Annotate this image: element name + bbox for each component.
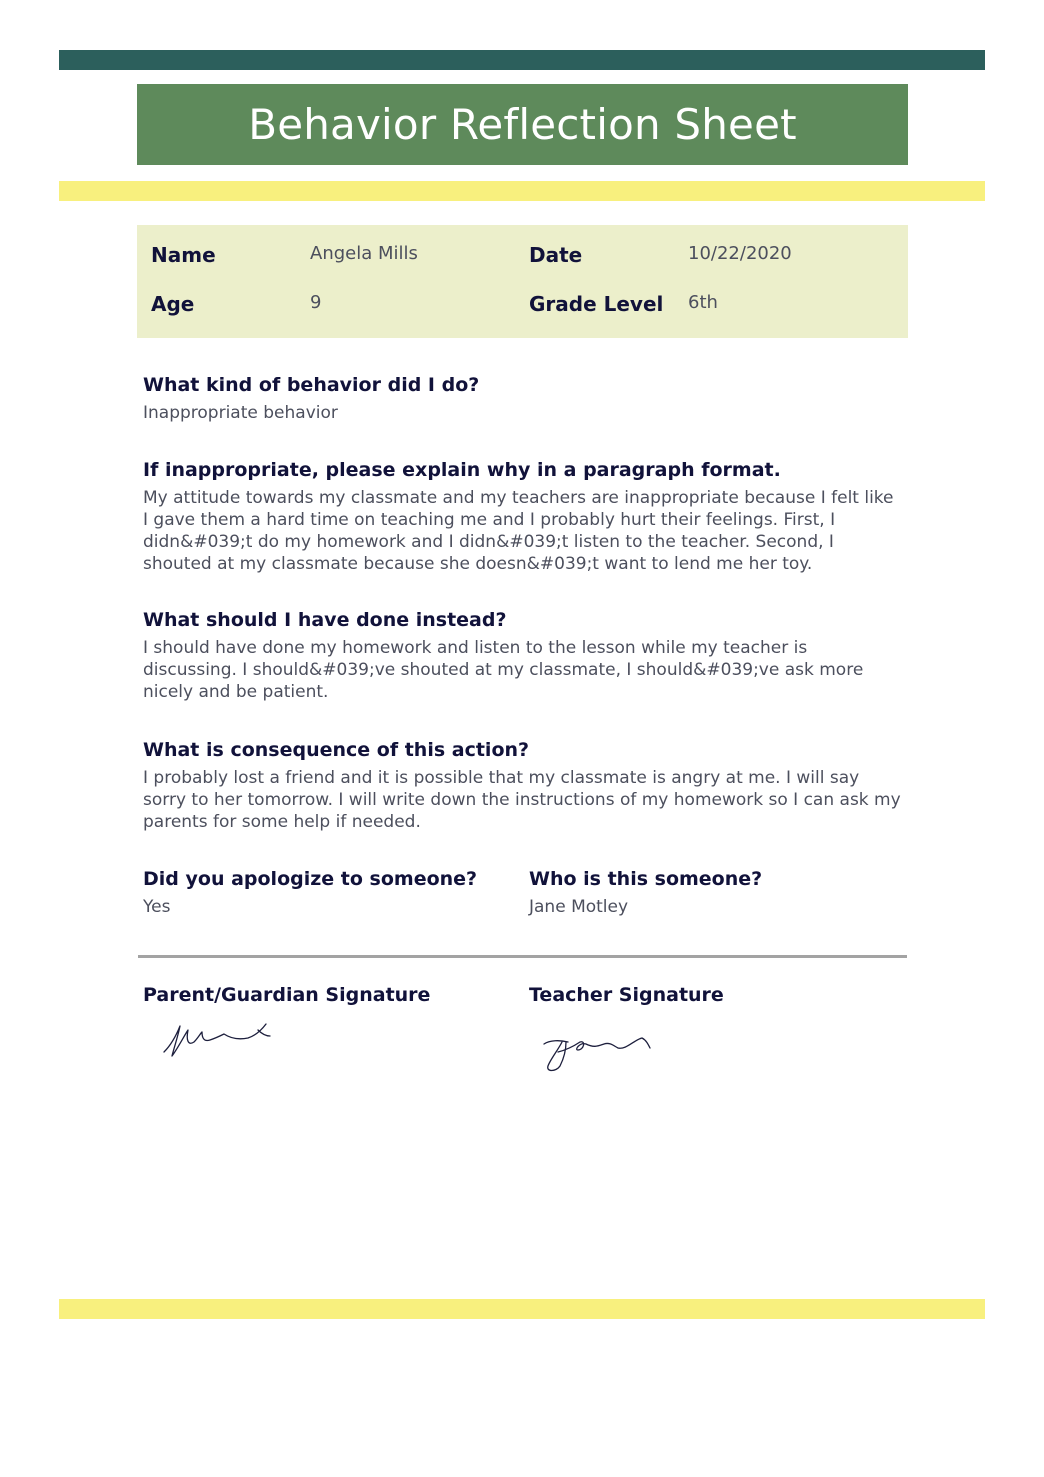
teacher-signature — [540, 1028, 660, 1076]
top-decorative-bar — [59, 50, 985, 70]
recipient-answer: Jane Motley — [529, 897, 629, 917]
explanation-question: If inappropriate, please explain why in a paragraph format. — [143, 459, 781, 481]
student-info-panel — [137, 225, 908, 338]
behavior-answer: Inappropriate behavior — [143, 403, 338, 423]
parent-signature-label: Parent/Guardian Signature — [143, 984, 431, 1006]
recipient-question: Who is this someone? — [529, 868, 763, 890]
date-value: 10/22/2020 — [688, 243, 792, 264]
parent-signature — [158, 1018, 278, 1062]
behavior-section — [143, 372, 903, 424]
age-value: 9 — [310, 292, 322, 313]
grade-level-label: Grade Level — [529, 292, 664, 316]
consequence-question: What is consequence of this action? — [143, 739, 530, 761]
explanation-section — [143, 457, 903, 575]
behavior-question: What kind of behavior did I do? — [143, 374, 480, 396]
page-title: Behavior Reflection Sheet — [248, 100, 797, 149]
consequence-section — [143, 737, 903, 833]
title-banner — [137, 84, 908, 165]
date-label: Date — [529, 243, 583, 267]
age-label: Age — [151, 292, 195, 316]
instead-question: What should I have done instead? — [143, 609, 507, 631]
apology-answer: Yes — [143, 897, 171, 917]
name-label: Name — [151, 243, 216, 267]
apology-recipient-section — [529, 866, 899, 918]
apology-question: Did you apologize to someone? — [143, 868, 478, 890]
explanation-answer: My attitude towards my classmate and my teachers are inappropriate because I felt like I gave them a hard time on teaching me and I probably hurt their feelings. First, I didn&#039;t do my homework and I didn&#039;t listen to the teacher. Second, I shouted at my classmate because she doesn&#039;t want to lend me her toy. — [143, 488, 894, 574]
apology-section — [143, 866, 513, 918]
name-value: Angela Mills — [310, 243, 418, 264]
consequence-answer: I probably lost a friend and it is possible that my classmate is angry at me. I will say sorry to her tomorrow. I will write down the instructions of my homework so I can ask my parents for some help if needed. — [143, 768, 901, 832]
instead-answer: I should have done my homework and listen to the lesson while my teacher is discussing. I should&#039;ve shouted at my classmate, I should&#039;ve ask more nicely and be patient. — [143, 638, 864, 702]
grade-level-value: 6th — [688, 292, 718, 313]
section-divider — [138, 955, 907, 958]
yellow-divider-bar — [59, 181, 985, 201]
teacher-signature-label: Teacher Signature — [529, 984, 724, 1006]
instead-section — [143, 607, 903, 703]
bottom-yellow-bar — [59, 1299, 985, 1319]
